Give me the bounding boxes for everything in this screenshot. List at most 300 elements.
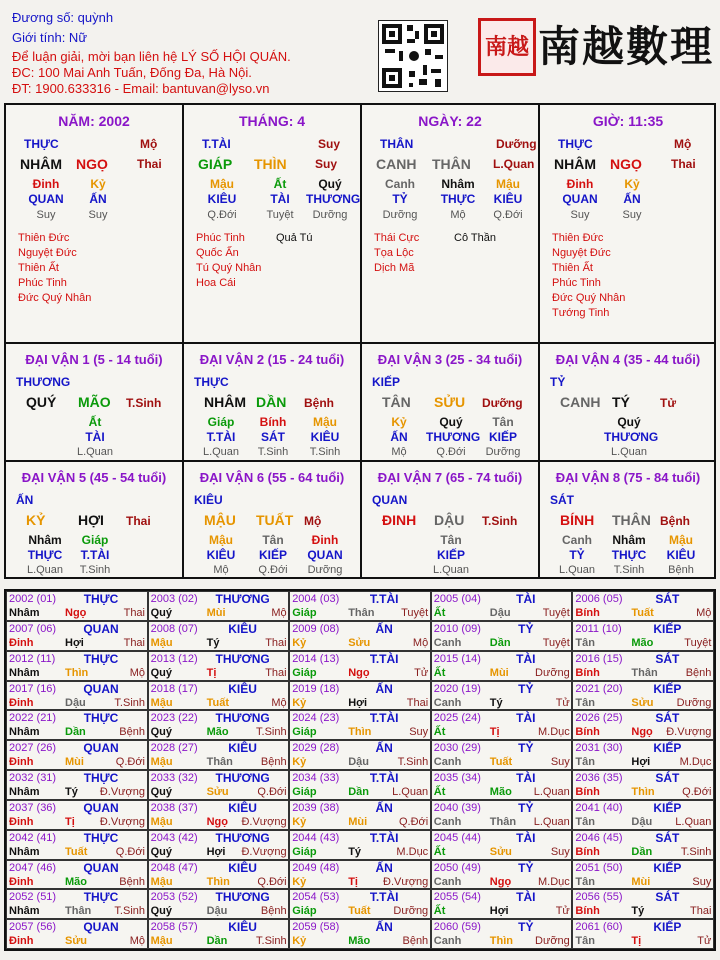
hidden-state: Suy [622,209,642,221]
year-branch: Sửu [206,786,229,798]
year-ten-god: SÁT [655,651,680,666]
year-branch: Dần [631,845,653,858]
year-state: Bệnh [402,935,429,948]
year-label: 2035 (34) [433,772,481,784]
year-ten-god: THỰC [83,890,119,905]
year-stem: Tân [575,636,595,649]
year-label: 2010 (09) [433,622,481,635]
year-ten-god: ẤN [375,681,393,696]
year-ten-god: KIÊU [228,800,257,815]
year-state: Thai [265,636,287,649]
hidden-ten-god: SÁT [261,430,285,444]
dai-van-state: T.Sinh [482,514,518,528]
dai-van-stem: QUÝ [26,394,57,410]
dai-van-branch: TÝ [612,394,630,410]
year-state: L.Quan [392,786,429,798]
year-stem: Canh [433,815,462,828]
year-cell [148,710,290,740]
year-cell [289,889,431,919]
year-branch: Tý [631,905,645,918]
shen-sha-star: Thiên Ất [18,262,59,274]
year-stem: Quý [150,726,172,739]
year-stem: Đinh [9,815,34,828]
year-ten-god: THƯƠNG [215,711,270,726]
dai-van-branch: THÂN [612,512,651,528]
hidden-ten-god: THƯƠNG [306,192,361,206]
year-label: 2051 (50) [575,861,623,874]
year-state: Thai [265,666,287,679]
year-stem: Ất [433,666,446,679]
year-cell [572,621,714,651]
year-state: Dưỡng [676,696,712,709]
year-ten-god: THỰC [83,771,119,785]
year-stem: Bính [575,607,600,619]
dai-van-branch: TUẤT [256,512,294,528]
year-stem: Mậu [150,636,173,649]
dai-van-title: ĐẠI VẬN 2 (15 - 24 tuổi) [199,352,345,367]
year-label: 2025 (24) [433,712,481,725]
hidden-ten-god: ẤN [390,430,408,444]
year-ten-god: T.TÀI [369,651,399,666]
pillar-branch-state: Suy [315,157,338,171]
year-cell [6,681,148,711]
year-stem: Giáp [292,726,317,739]
year-cell [289,591,431,621]
year-label: 2020 (19) [433,682,481,695]
year-state: L.Quan [533,786,570,798]
seal-logo: 南越 [478,18,536,76]
year-label: 2014 (13) [292,652,340,665]
year-label: 2011 (10) [575,622,622,635]
year-ten-god: QUAN [83,621,119,636]
dai-van-title: ĐẠI VẬN 7 (65 - 74 tuổi) [377,470,523,485]
year-ten-god: THỰC [83,830,119,845]
year-stem: Mậu [150,815,173,828]
hidden-stem: Mậu [496,177,520,191]
pillars-board [4,103,716,579]
year-cell [431,681,573,711]
year-stem: Nhâm [9,905,40,918]
year-label: 2022 (21) [9,712,57,725]
dai-van-state: Thai [126,514,151,528]
year-ten-god: KIẾP [653,741,682,756]
hidden-ten-god: THỰC [27,548,63,562]
year-state: Đ.Vượng [99,786,145,798]
hidden-state: Mộ [450,209,466,221]
year-ten-god: THỰC [83,711,119,726]
year-state: Đ.Vượng [241,815,287,828]
hidden-ten-god: KIẾP [436,548,465,562]
year-ten-god: TỶ [518,860,534,875]
hidden-ten-god: KIÊU [493,192,523,206]
year-branch: Dậu [65,696,86,709]
year-state: M.Dục [679,756,712,769]
year-branch: Dần [489,636,511,649]
year-state: Tử [555,696,570,709]
year-branch: Mùi [489,666,509,679]
year-ten-god: ẤN [375,920,393,935]
shen-sha-star: Phúc Tinh [18,277,67,289]
hidden-ten-god: ẤN [623,192,641,206]
year-state: Đ.Vượng [241,845,287,858]
year-cell [148,919,290,949]
year-cell [148,740,290,770]
year-label: 2009 (08) [292,622,340,635]
year-cell [148,860,290,890]
year-label: 2029 (28) [292,742,340,755]
hidden-state: Bệnh [668,564,694,576]
hidden-stem: Canh [562,533,592,547]
year-label: 2027 (26) [9,742,57,755]
hidden-state: L.Quan [202,446,240,458]
year-label: 2041 (40) [575,801,623,814]
hidden-state: L.Quan [76,446,114,458]
shen-sha-star: Thiên Đức [18,232,70,244]
year-cell [431,770,573,800]
year-state: Tuyệt [542,607,570,619]
pillar-2 [184,105,360,342]
year-ten-god: KIÊU [228,920,257,935]
dai-van-ten-god: KIÊU [194,493,223,507]
year-state: Q.Đới [257,786,287,798]
hidden-ten-god: TÀI [270,192,290,206]
hidden-ten-god: ẤN [89,192,107,206]
hidden-state: Q.Đới [436,446,466,458]
hidden-state: Q.Đới [207,209,237,221]
year-cell [148,681,290,711]
hidden-state: Suy [570,209,590,221]
hidden-stem: Mậu [669,533,693,547]
year-state: Mộ [271,607,287,619]
shen-sha-star: Phúc Tinh [552,277,601,289]
year-state: Dưỡng [393,905,429,918]
year-stem: Bính [575,845,600,858]
year-ten-god: TÀI [516,890,536,905]
year-stem: Đinh [9,935,34,948]
contact-note: Để luận giải, mời bạn liên hệ LÝ SỐ HỘI QUÁN. [12,49,291,64]
hidden-state: L.Quan [26,564,64,576]
year-stem: Tân [575,935,595,948]
year-label: 2039 (38) [292,801,340,814]
dai-van-8 [540,462,716,579]
year-branch: Thân [489,815,517,828]
pillar-branch: NGỌ [76,156,108,172]
year-cell [6,860,148,890]
pillar-branch: THÌN [254,156,287,172]
year-branch: Thìn [489,935,514,948]
year-state: T.Sinh [680,845,712,858]
year-state: T.Sinh [114,905,145,918]
year-ten-god: TÀI [516,711,536,726]
year-state: Tử [555,905,570,918]
dai-van-title: ĐẠI VẬN 6 (55 - 64 tuổi) [199,470,345,485]
year-stem: Nhâm [9,607,40,619]
pillar-branch-state: Thai [671,157,696,171]
hidden-ten-god: QUAN [28,192,64,206]
dai-van-ten-god: TỶ [550,375,566,389]
subject-name: Đương số: quỳnh [12,10,114,25]
year-stem: Đinh [9,756,34,769]
shen-sha-star: Hoa Cái [196,277,236,289]
hidden-state: Q.Đới [493,209,523,221]
year-stem: Đinh [9,636,34,649]
year-branch: Hợi [489,905,509,918]
year-label: 2012 (11) [9,652,56,665]
year-state: T.Sinh [397,756,429,769]
year-ten-god: T.TÀI [369,890,399,905]
hidden-state: Dưỡng [485,446,521,458]
year-cell [148,889,290,919]
year-branch: Sửu [489,845,512,858]
year-state: Q.Đới [682,786,712,798]
year-label: 2013 (12) [150,652,198,665]
pillar-stem: NHÂM [20,156,62,172]
year-cell [431,919,573,949]
dai-van-title: ĐẠI VẬN 3 (25 - 34 tuổi) [377,352,523,367]
year-stem: Nhâm [9,666,40,679]
contact-address: ĐC: 100 Mai Anh Tuấn, Đống Đa, Hà Nội. [12,65,252,80]
year-stem: Bính [575,905,600,918]
year-cell [289,681,431,711]
year-label: 2028 (27) [150,742,198,755]
year-stem: Canh [433,875,462,888]
year-ten-god: TỶ [518,800,534,815]
year-state: L.Quan [533,815,570,828]
year-branch: Ngọ [631,726,653,739]
shen-sha-star: Nguyệt Đức [18,247,77,259]
dai-van-state: Dưỡng [482,396,523,410]
hidden-state: T.Sinh [309,446,341,458]
year-label: 2042 (41) [9,831,57,844]
hidden-stem: Mậu [313,415,337,429]
year-label: 2057 (56) [9,921,57,934]
year-stem: Canh [433,696,462,709]
dai-van-6 [184,462,360,579]
year-label: 2017 (16) [9,682,57,695]
year-ten-god: ẤN [375,741,393,756]
year-stem: Tân [575,815,595,828]
pillar-title: NĂM: 2002 [58,113,130,129]
year-cell [6,919,148,949]
hidden-stem: Bính [259,415,287,429]
hidden-stem: Giáp [81,533,109,547]
hidden-ten-god: KIÊU [666,548,696,562]
year-state: Mộ [129,935,145,948]
year-stem: Canh [433,935,462,948]
year-ten-god: TỶ [518,920,534,935]
dai-van-state: T.Sinh [126,396,162,410]
pillar-1 [6,105,182,342]
hidden-ten-god: KIẾP [488,430,517,444]
year-stem: Tân [575,875,595,888]
dai-van-stem: CANH [560,394,601,410]
year-label: 2018 (17) [150,682,198,695]
year-state: Mộ [696,607,712,619]
year-cell [431,860,573,890]
year-stem: Tân [575,696,595,709]
contact-phone-email[interactable]: ĐT: 1900.633316 - Email: bantuvan@lyso.vn [12,81,270,96]
year-stem: Ất [433,786,446,798]
year-label: 2040 (39) [433,801,481,814]
year-cell [431,830,573,860]
year-label: 2059 (58) [292,921,340,934]
hidden-state: T.Sinh [613,564,645,576]
year-ten-god: TÀI [516,830,536,845]
year-label: 2036 (35) [575,772,623,784]
year-stem: Nhâm [9,726,40,739]
year-label: 2060 (59) [433,921,481,934]
year-branch: Tuất [631,607,654,619]
year-branch: Mùi [65,756,84,769]
year-ten-god: QUAN [83,920,119,935]
dai-van-stem: ĐINH [382,512,417,528]
year-ten-god: THỰC [83,592,119,606]
year-cell [148,800,290,830]
dai-van-title: ĐẠI VẬN 5 (45 - 54 tuổi) [21,470,167,485]
year-state: Tử [697,935,712,948]
year-stem: Tân [575,756,595,769]
hidden-stem: Quý [318,177,342,191]
year-label: 2023 (22) [150,712,198,725]
year-stem: Quý [150,666,172,679]
year-ten-god: KIẾP [653,920,682,935]
hidden-stem: Kỷ [391,415,407,429]
year-state: Đ.Vượng [383,875,429,888]
hidden-state: Dưỡng [382,209,418,221]
year-cell [6,800,148,830]
year-label: 2006 (05) [575,593,623,605]
pillar-branch-state: Thai [137,157,162,171]
year-cell [6,770,148,800]
hidden-state: Suy [36,209,56,221]
year-stem: Bính [575,786,600,798]
year-label: 2016 (15) [575,652,623,665]
year-cell [431,889,573,919]
year-branch: Ngọ [65,607,87,619]
year-branch: Tý [206,636,220,649]
year-label: 2053 (52) [150,891,198,904]
hidden-state: Suy [88,209,108,221]
year-stem: Ất [433,726,446,739]
year-stem: Ất [433,845,446,858]
year-branch: Thân [631,666,658,679]
dai-van-stem: KỶ [26,512,46,528]
year-label: 2045 (44) [433,831,481,844]
year-branch: Mão [631,636,654,649]
year-label: 2056 (55) [575,891,623,904]
year-branch: Tuất [348,905,371,918]
hidden-state: Dưỡng [312,209,348,221]
year-label: 2037 (36) [9,801,57,814]
year-state: M.Dục [396,845,429,858]
hidden-stem: Quý [617,415,641,429]
year-ten-god: THƯƠNG [215,651,270,666]
year-ten-god: T.TÀI [369,592,399,606]
hidden-stem: Nhâm [28,533,62,547]
year-label: 2031 (30) [575,742,623,755]
year-ten-god: T.TÀI [369,711,399,726]
year-state: T.Sinh [256,726,287,739]
year-stem: Bính [575,726,600,739]
dai-van-4 [540,344,716,460]
pillar-ten-god: THỰC [24,137,59,151]
year-label: 2021 (20) [575,682,623,695]
year-state: M.Dục [538,875,570,888]
annual-luck-grid [4,589,716,951]
year-branch: Thìn [348,726,372,739]
shen-sha-star: Quả Tú [276,232,313,244]
year-ten-god: THƯƠNG [215,830,270,845]
year-label: 2015 (14) [433,652,481,665]
year-state: Tuyệt [542,636,570,649]
year-state: Tử [414,666,429,679]
dai-van-ten-god: THỰC [194,375,229,389]
year-cell [148,651,290,681]
year-branch: Dần [206,935,228,948]
year-stem: Kỷ [292,756,307,769]
pillar-branch: NGỌ [610,156,642,172]
pillar-stem: NHÂM [554,156,596,172]
qr-code-icon[interactable] [378,20,448,92]
year-ten-god: TÀI [516,651,536,666]
hidden-state: Dưỡng [307,564,343,576]
year-cell [289,710,431,740]
hidden-state: Q.Đới [258,564,288,576]
year-state: Thai [406,696,429,709]
pillar-stem: GIÁP [198,156,233,172]
year-state: Đ.Vượng [666,726,712,739]
pillar-3 [362,105,538,342]
year-label: 2055 (54) [433,891,481,904]
year-cell [289,919,431,949]
year-cell [289,770,431,800]
year-state: Đ.Vượng [99,815,145,828]
year-state: Mộ [412,636,429,649]
year-stem: Giáp [292,905,317,918]
year-state: M.Dục [538,726,570,739]
year-ten-god: THƯƠNG [215,771,270,785]
hidden-stem: Đinh [566,177,594,191]
year-cell [6,889,148,919]
shen-sha-star: Dịch Mã [374,262,415,274]
year-state: Dưỡng [535,935,570,948]
year-stem: Nhâm [9,786,40,798]
year-stem: Canh [433,756,462,769]
pillar-stem-state: Suy [318,137,341,151]
year-ten-god: SÁT [655,830,680,845]
year-cell [6,830,148,860]
year-label: 2008 (07) [150,622,198,635]
pillar-ten-god: THÂN [380,137,414,151]
year-branch: Tị [631,935,642,948]
year-ten-god: TÀI [516,771,536,785]
pillar-ten-god: T.TÀI [202,137,231,151]
hidden-stem: Mậu [210,177,234,191]
year-state: Bệnh [119,726,145,739]
year-stem: Ất [433,607,446,619]
year-label: 2032 (31) [9,772,57,784]
dai-van-ten-god: THƯƠNG [16,375,71,389]
hidden-ten-god: TỶ [569,548,585,562]
year-cell [572,919,714,949]
chart-header [0,0,720,100]
pillar-title: GIỜ: 11:35 [592,113,664,129]
year-cell [572,740,714,770]
year-cell [6,740,148,770]
hidden-ten-god: TÀI [85,430,105,444]
year-branch: Hợi [348,696,368,709]
year-stem: Đinh [9,696,34,709]
